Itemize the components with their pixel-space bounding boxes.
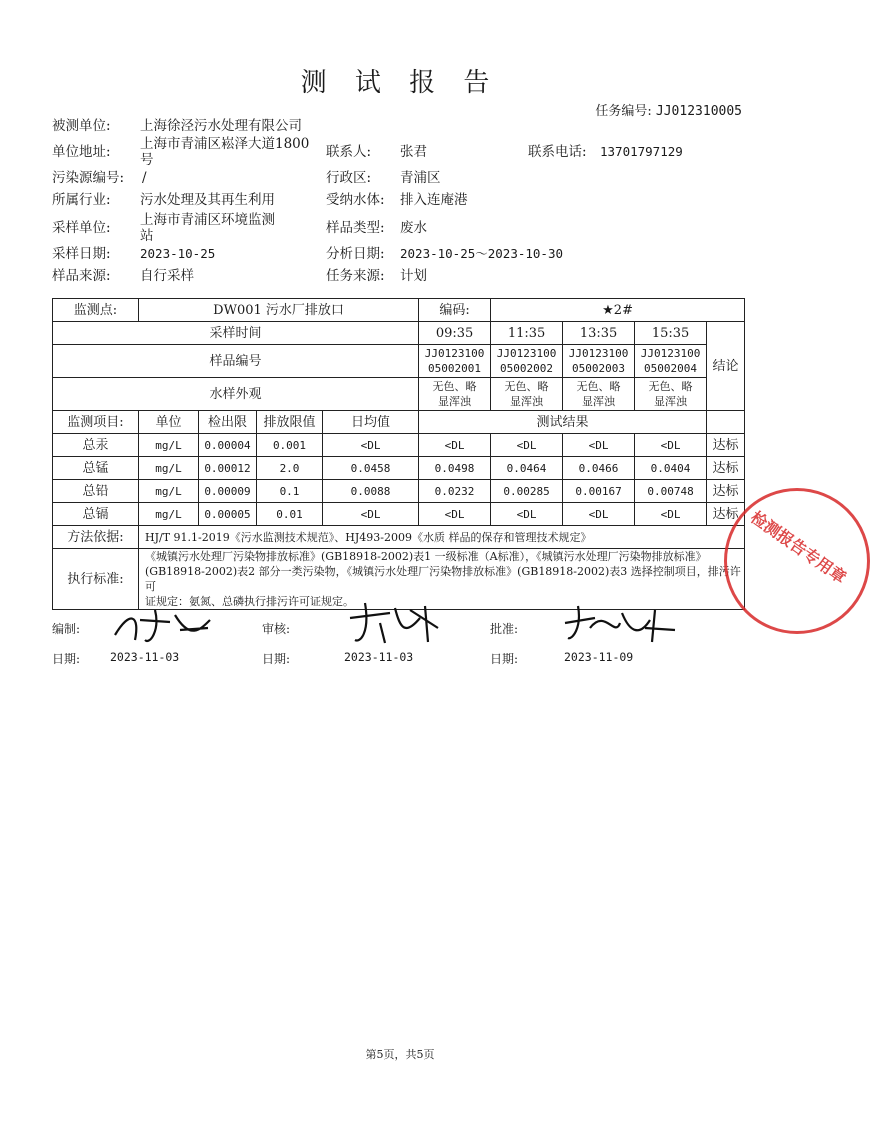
analysis-date-value: 2023-10-25～2023-10-30	[400, 246, 564, 261]
approve-signature	[560, 598, 680, 648]
dl-cell: 0.00004	[199, 434, 257, 457]
result-cell: <DL	[419, 503, 491, 526]
point-row	[53, 299, 745, 322]
time-cell: 13:35	[563, 322, 635, 345]
approve-date: 2023-11-09	[564, 650, 634, 664]
column-header-row	[53, 411, 745, 434]
sample-no-cell: JJ0123100 05002001	[419, 345, 491, 378]
result-cell: <DL	[563, 434, 635, 457]
time-row	[53, 322, 745, 345]
avg-cell: <DL	[323, 503, 419, 526]
dl-cell: 0.00005	[199, 503, 257, 526]
compile-date-label: 日期:	[52, 652, 81, 666]
sample-no-label: 样品编号	[53, 345, 419, 378]
task-source-label: 任务来源:	[326, 268, 385, 284]
results-header: 测试结果	[419, 411, 707, 434]
point-value: DW001 污水厂排放口	[139, 299, 419, 322]
appearance-label: 水样外观	[53, 378, 419, 411]
source-label: 样品来源:	[52, 268, 111, 284]
source-value: 自行采样	[140, 268, 194, 284]
code-value: ★2#	[491, 299, 745, 322]
standard-value: 《城镇污水处理厂污染物排放标准》(GB18918-2002)表1 一级标准（A标准），《城镇污水处理厂污染物排放标准》 (GB18918-2002)表2 部分一类污染物，《城镇污水处理厂污染物排放标准》(GB18918-2002)表3 选择控制项目，排污许可 证规定：氨氮、总磷执行排污许可证规定。	[139, 549, 745, 610]
item-cell: 总铅	[53, 480, 139, 503]
result-cell: 0.0464	[491, 457, 563, 480]
result-cell: 0.0498	[419, 457, 491, 480]
table-row	[53, 503, 745, 526]
unit-cell: mg/L	[139, 480, 199, 503]
task-number	[595, 100, 742, 119]
result-cell: 0.00748	[635, 480, 707, 503]
standard-label: 执行标准:	[53, 549, 139, 610]
sample-type-value: 废水	[400, 220, 427, 236]
unit-cell: mg/L	[139, 457, 199, 480]
unit-cell: mg/L	[139, 434, 199, 457]
conclusion-cell: 达标	[707, 457, 745, 480]
review-date: 2023-11-03	[344, 650, 414, 664]
district-label: 行政区:	[326, 170, 372, 186]
sample-type-label: 样品类型:	[326, 220, 385, 236]
phone-value: 13701797129	[600, 144, 683, 159]
review-label: 审核:	[262, 622, 291, 636]
method-label: 方法依据:	[53, 526, 139, 549]
phone-label: 联系电话:	[528, 144, 587, 160]
pollution-no-label: 污染源编号:	[52, 170, 125, 186]
limit-cell: 0.1	[257, 480, 323, 503]
result-cell: <DL	[635, 503, 707, 526]
client-value: 上海徐泾污水处理有限公司	[140, 118, 302, 134]
conclusion-header: 结论	[707, 322, 745, 411]
sample-no-cell: JJ0123100 05002004	[635, 345, 707, 378]
results-table	[52, 298, 745, 610]
conclusion-cell: 达标	[707, 480, 745, 503]
sample-date-label: 采样日期:	[52, 246, 111, 262]
address-value-line1: 上海市青浦区崧泽大道1800	[140, 136, 310, 152]
compile-date: 2023-11-03	[110, 650, 180, 664]
appearance-cell: 无色、略 显浑浊	[491, 378, 563, 411]
task-number-value: JJ012310005	[655, 104, 742, 119]
result-cell: 0.0466	[563, 457, 635, 480]
compile-label: 编制:	[52, 622, 81, 636]
client-label: 被测单位:	[52, 118, 111, 134]
dl-cell: 0.00012	[199, 457, 257, 480]
sample-no-cell: JJ0123100 05002002	[491, 345, 563, 378]
sampler-value-line2: 站	[140, 228, 154, 244]
industry-label: 所属行业:	[52, 192, 111, 208]
pollution-no-value: /	[142, 170, 147, 186]
sample-no-cell: JJ0123100 05002003	[563, 345, 635, 378]
analysis-date-label: 分析日期:	[326, 246, 385, 262]
compile-signature	[110, 600, 220, 650]
sampler-value-line1: 上海市青浦区环境监测	[140, 212, 275, 228]
item-header: 监测项目:	[53, 411, 139, 434]
task-source-value: 计划	[400, 268, 427, 284]
limit-cell: 0.01	[257, 503, 323, 526]
table-row	[53, 434, 745, 457]
item-cell: 总镉	[53, 503, 139, 526]
sample-no-row	[53, 345, 745, 378]
table-row	[53, 457, 745, 480]
result-cell: <DL	[419, 434, 491, 457]
avg-cell: 0.0458	[323, 457, 419, 480]
result-cell: <DL	[563, 503, 635, 526]
limit-cell: 2.0	[257, 457, 323, 480]
appearance-row	[53, 378, 745, 411]
review-signature	[340, 598, 450, 648]
method-value: HJ/T 91.1-2019《污水监测技术规范》、HJ493-2009《水质 样品的保存和管理技术规定》	[139, 526, 745, 549]
result-cell: 0.0404	[635, 457, 707, 480]
contact-label: 联系人:	[326, 144, 372, 160]
appearance-cell: 无色、略 显浑浊	[635, 378, 707, 411]
approve-label: 批准:	[490, 622, 519, 636]
avg-header: 日均值	[323, 411, 419, 434]
page-number: 第5页，共5页	[365, 1048, 435, 1061]
result-cell: 0.00167	[563, 480, 635, 503]
limit-cell: 0.001	[257, 434, 323, 457]
sample-date-value: 2023-10-25	[140, 246, 216, 261]
result-cell: <DL	[491, 434, 563, 457]
avg-cell: <DL	[323, 434, 419, 457]
review-date-label: 日期:	[262, 652, 291, 666]
address-label: 单位地址:	[52, 144, 111, 160]
limit-header: 排放限值	[257, 411, 323, 434]
time-label: 采样时间	[53, 322, 419, 345]
code-label: 编码:	[419, 299, 491, 322]
conclusion-cell: 达标	[707, 434, 745, 457]
time-cell: 11:35	[491, 322, 563, 345]
conclusion-cell: 达标	[707, 503, 745, 526]
dl-cell: 0.00009	[199, 480, 257, 503]
method-row	[53, 526, 745, 549]
district-value: 青浦区	[400, 170, 441, 186]
result-cell: 0.0232	[419, 480, 491, 503]
official-stamp: 检测报告专用章	[724, 488, 870, 634]
industry-value: 污水处理及其再生利用	[140, 192, 275, 208]
time-cell: 15:35	[635, 322, 707, 345]
receiving-value: 排入连庵港	[400, 192, 468, 208]
approve-date-label: 日期:	[490, 652, 519, 666]
result-cell: <DL	[635, 434, 707, 457]
point-label: 监测点:	[53, 299, 139, 322]
unit-cell: mg/L	[139, 503, 199, 526]
contact-value: 张君	[400, 144, 427, 160]
appearance-cell: 无色、略 显浑浊	[563, 378, 635, 411]
result-cell: <DL	[491, 503, 563, 526]
time-cell: 09:35	[419, 322, 491, 345]
table-row	[53, 480, 745, 503]
item-cell: 总汞	[53, 434, 139, 457]
dl-header: 检出限	[199, 411, 257, 434]
address-value-line2: 号	[140, 152, 154, 168]
receiving-label: 受纳水体:	[326, 192, 385, 208]
item-cell: 总锰	[53, 457, 139, 480]
report-title: 测 试 报 告	[300, 68, 500, 98]
avg-cell: 0.0088	[323, 480, 419, 503]
unit-header: 单位	[139, 411, 199, 434]
result-cell: 0.00285	[491, 480, 563, 503]
sampler-label: 采样单位:	[52, 220, 111, 236]
appearance-cell: 无色、略 显浑浊	[419, 378, 491, 411]
task-number-label: 任务编号:	[595, 104, 652, 119]
